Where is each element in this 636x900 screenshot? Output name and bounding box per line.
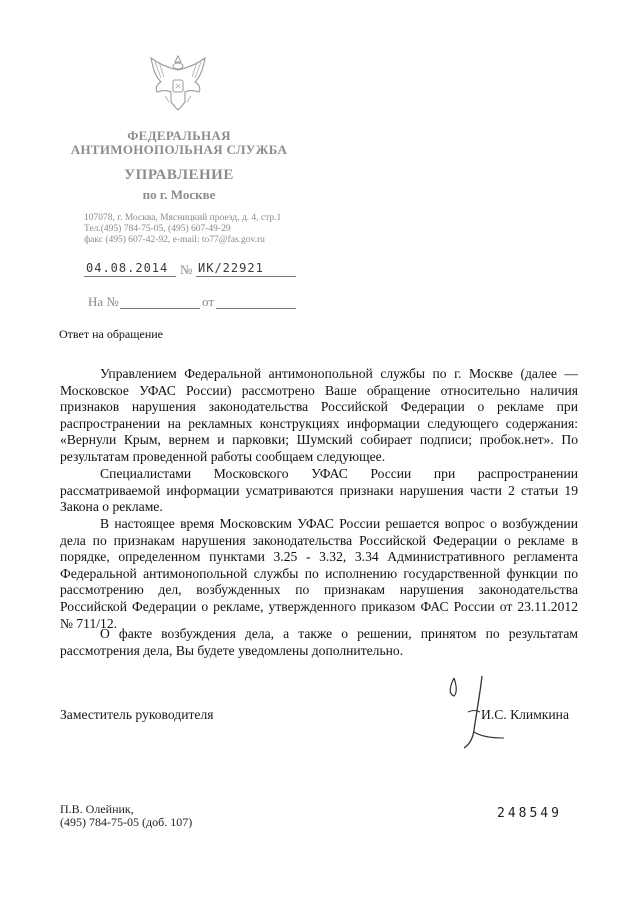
- document-number: 248549: [497, 806, 562, 821]
- reg-number: ИК/22921: [198, 261, 264, 275]
- body-paragraph: Управлением Федеральной антимонопольной службы по г. Москве (далее — Московское УФАС России) рассмотрено Ваше обращение относительно наличия признаков нарушения законодательства Российской Федерации о рекламе при распространении на рекламных конструкциях информации следующего содержания: «Вернули Крым, вернем и парковки; Шумский собирает подписи; пробок.нет». По результатам проведенной работы сообщаем следующее.: [60, 366, 578, 464]
- signer-name: И.С. Климкина: [481, 707, 569, 722]
- body-paragraph: Специалистами Московского УФАС России при распространении рассматриваемой информации усматриваются признаки нарушения части 2 статьи 19 Закона о рекламе.: [60, 466, 578, 515]
- phone-line: Тел.(495) 784-75-05, (495) 607-49-29: [84, 224, 231, 234]
- date-underline: [84, 276, 176, 277]
- signer-title: Заместитель руководителя: [60, 707, 214, 722]
- body-paragraph: О факте возбуждения дела, а также о решении, принятом по результатам рассмотрения дела, Вы будете уведомлены дополнительно.: [60, 626, 578, 658]
- coat-of-arms-icon: [147, 50, 209, 116]
- fax-email-line: факс (495) 607-42-92, e-mail: to77@fas.gov.ru: [84, 235, 265, 245]
- number-underline: [196, 276, 296, 277]
- reg-date: 04.08.2014: [86, 261, 169, 275]
- address-line: 107078, г. Москва, Мясницкий проезд, д. 4, стр.1: [84, 213, 282, 223]
- reply-from-underline: [216, 308, 296, 309]
- org-name-line2: АНТИМОНОПОЛЬНАЯ СЛУЖБА: [70, 142, 288, 157]
- letter-subject: Ответ на обращение: [59, 327, 163, 341]
- reply-from-label: от: [202, 294, 215, 309]
- reg-no-label: №: [180, 262, 193, 277]
- executor-name: П.В. Олейник,: [60, 802, 134, 816]
- reply-no-label: На №: [88, 294, 119, 309]
- dept-name-line2: по г. Москве: [142, 187, 216, 202]
- body-paragraph: В настоящее время Московским УФАС России решается вопрос о возбуждении дела по признакам нарушения законодательства Российской Федерации о рекламе в порядке, определенном пунктами 3.25 - 3.32, 3.34 Административного регламента Федеральной антимонопольной службы по исполнению государственной функции по рассмотрению дел, возбужденных по признакам нарушения законодательства Российской Федерации о рекламе, утвержденного приказом ФАС России от 23.11.2012 № 711/12.: [60, 516, 578, 631]
- org-name-line1: ФЕДЕРАЛЬНАЯ: [127, 128, 231, 143]
- reply-no-underline: [120, 308, 200, 309]
- executor-phone: (495) 784-75-05 (доб. 107): [60, 815, 193, 829]
- dept-name-line1: УПРАВЛЕНИЕ: [124, 167, 234, 183]
